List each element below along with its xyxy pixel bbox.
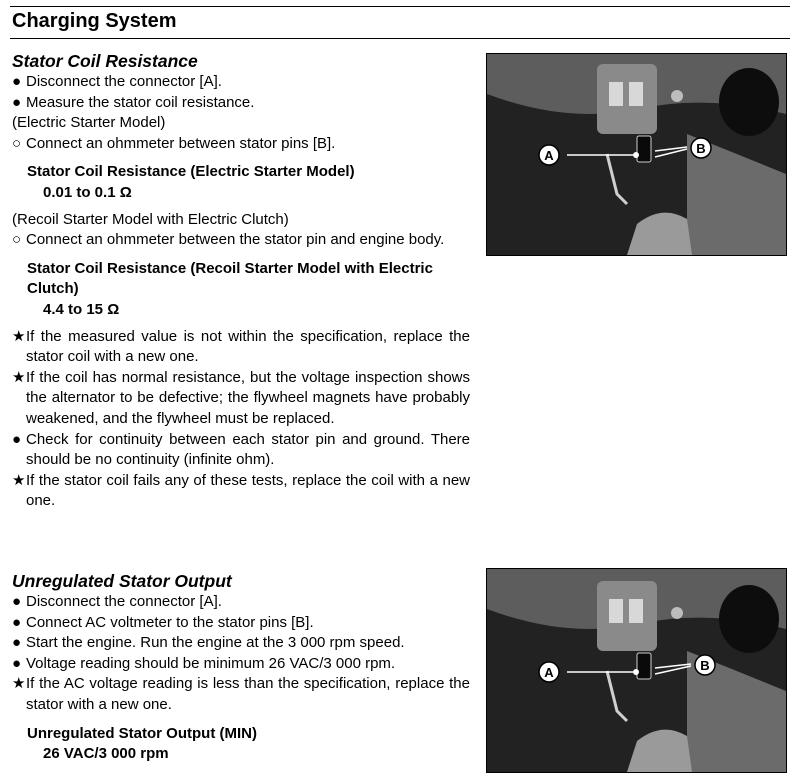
section-title: Stator Coil Resistance — [12, 51, 198, 71]
engine-photo-illustration — [487, 569, 786, 772]
callout-b-label: B — [700, 658, 710, 673]
bullet-mark: ● — [12, 430, 22, 448]
circle-mark: ○ — [12, 134, 22, 152]
step-voltmeter: ● Connect AC voltmeter to the stator pins [B]. — [12, 613, 470, 634]
step-disconnect: ● Disconnect the connector [A]. — [12, 592, 470, 613]
bullet-mark: ● — [12, 634, 22, 652]
note-replace-stator: ★ If the AC voltage reading is less than the specification, replace the stator with a new one. — [12, 675, 470, 713]
step-measure: ● Measure the stator coil resistance. — [12, 93, 470, 114]
star-mark: ★ — [12, 368, 26, 386]
engine-photo-illustration — [487, 54, 786, 255]
star-mark: ★ — [12, 471, 26, 489]
note-flywheel: ★ If the coil has normal resistance, but the voltage inspection shows the alternator to be defective; the flywheel magnets have probably weakened, and the flywheel must be replaced. — [12, 368, 470, 427]
stator-connector-photo-bottom — [486, 568, 787, 773]
header-rule-bottom — [10, 38, 790, 39]
bullet-mark: ● — [12, 613, 22, 631]
bullet-mark: ● — [12, 593, 22, 610]
spec-value: 26 VAC/3 000 rpm — [43, 745, 169, 763]
bullet-mark: ● — [12, 73, 22, 90]
spec-label: Stator Coil Resistance (Electric Starter Model) — [27, 163, 355, 181]
star-mark: ★ — [12, 675, 26, 693]
circle-mark: ○ — [12, 231, 22, 249]
model-note-electric: (Electric Starter Model) — [12, 114, 166, 132]
spec-value: 0.01 to 0.1 Ω — [43, 183, 132, 201]
spec-block-electric — [12, 162, 470, 203]
step-start-engine: ● Start the engine. Run the engine at the 3 000 rpm speed. — [12, 633, 470, 654]
spec-label: Stator Coil Resistance (Recoil Starter Model with Electric Clutch) — [27, 259, 433, 298]
stator-coil-resistance-section — [12, 50, 470, 512]
step-disconnect: ● Disconnect the connector [A]. — [12, 72, 470, 93]
substep-ohmmeter-body: ○ Connect an ohmmeter between the stator pin and engine body. — [12, 230, 470, 251]
spec-block-recoil — [12, 259, 470, 321]
callout-a-label: A — [544, 148, 554, 163]
bullet-mark: ● — [12, 93, 22, 111]
note-out-of-spec: ★ If the measured value is not within the specification, replace the stator coil with a new one. — [12, 327, 470, 366]
callout-b-label: B — [696, 141, 706, 156]
step-voltage-reading: ● Voltage reading should be minimum 26 VAC/3 000 rpm. — [12, 654, 470, 675]
page-title: Charging System — [12, 10, 177, 32]
callout-a-label: A — [544, 665, 554, 680]
unregulated-stator-output-section — [12, 570, 470, 765]
substep-ohmmeter-pins: ○ Connect an ohmmeter between stator pins [B]. — [12, 134, 470, 155]
section-title: Unregulated Stator Output — [12, 571, 232, 591]
spec-value: 4.4 to 15 Ω — [43, 300, 120, 318]
note-replace-coil: ★ If the stator coil fails any of these tests, replace the coil with a new one. — [12, 471, 470, 510]
model-note-recoil: (Recoil Starter Model with Electric Clutch) — [12, 210, 289, 228]
bullet-mark: ● — [12, 654, 22, 672]
step-continuity: ● Check for continuity between each stator pin and ground. There should be no continuity (infinite ohm). — [12, 430, 470, 469]
spec-label: Unregulated Stator Output (MIN) — [27, 724, 257, 742]
star-mark: ★ — [12, 327, 26, 345]
spec-block-output — [12, 724, 470, 765]
stator-connector-photo-top — [486, 53, 787, 256]
header-rule-top — [10, 6, 790, 7]
